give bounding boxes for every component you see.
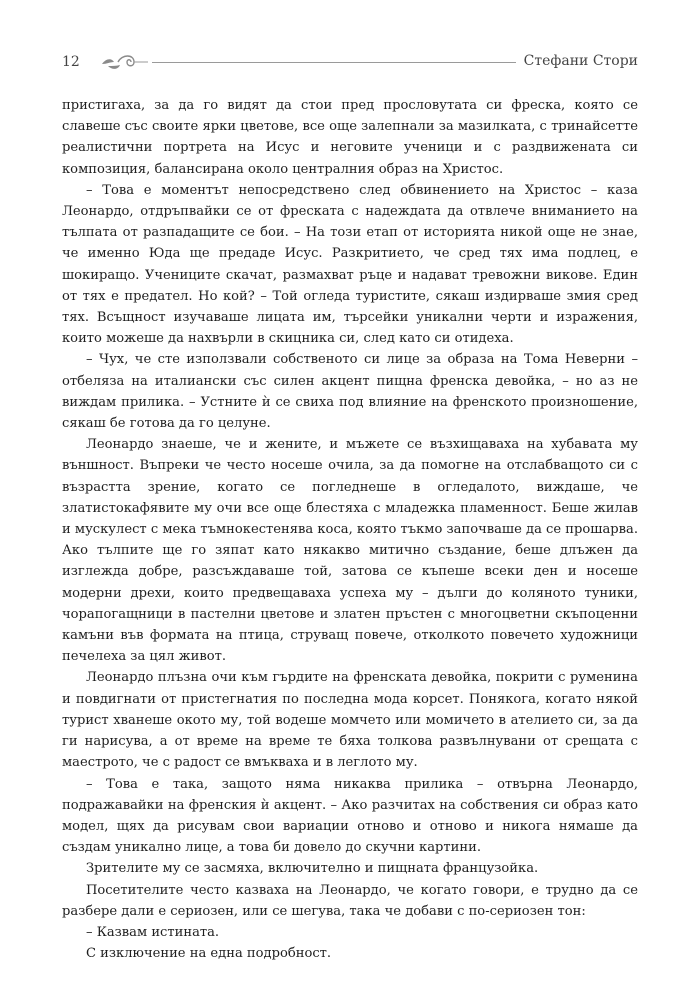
paragraph: С изключение на една подробност.: [86, 946, 332, 962]
running-title: Стефани Стори: [523, 53, 638, 69]
flourish-ornament-icon: [98, 52, 148, 72]
header-rule: [152, 62, 516, 63]
paragraph: – Казвам истината.: [86, 924, 220, 940]
paragraph: – Това е така, защото няма никаква прилика – отвърна Леонардо, подражавайки на френския ѝ акцент. – Ако разчитах на собствения си образ като модел, щях да рисувам свои вариации отново и отново и никога нямаше да създам уникално лице, а това би довело до скучни картини.: [62, 776, 638, 856]
paragraph: Леонардо плъзна очи към гърдите на френската девойка, покрити с руменина и повдигнати от пристегнатия по последна мода корсет. Понякога, когато някой турист хванеше окото му, той водеше момчето или момичето в ателието си, за да ги нарисува, а от време на време те бяха толкова развълнувани от срещата с маестрото, че с радост се вмъкваха и в леглото му.: [62, 670, 638, 771]
paragraph: – Чух, че сте използвали собственото си лице за образа на Тома Неверни – отбеляза на италиански със силен акцент пищна френска девойка, – но аз не виждам прилика. – Устните ѝ се свиха под влияние на френското произношение, сякаш бе готова да го целуне.: [62, 352, 638, 432]
paragraph: – Това е моментът непосредствено след обвинението на Христос – каза Леонардо, отдръпвайки се от фреската с надеждата да отвлече вниманието на тълпата от разпадащите се бои. – На този етап от историята никой още не знае, че именно Юда ще предаде Исус. Разкритието, че сред тях има подлец, е шокиращо. Учениците скачат, размахват ръце и надават тревожни викове. Един от тях е предател. Но кой? – Той огледа туристите, сякаш издирваше змия сред тях. Всъщност изучаваше лицата им, търсейки уникални черти и изражения, които можеше да нахвърли в скицника си, след като си отидеха.: [62, 182, 638, 347]
paragraph: Посетителите често казваха на Леонардо, че когато говори, е трудно да се разбере дали е сериозен, или се шегува, така че добави с по-сериозен тон:: [62, 882, 638, 919]
body-text: [62, 95, 638, 964]
page-header: [62, 52, 638, 72]
paragraph: пристигаха, за да го видят да стои пред прословутата си фреска, която се славеше със своите ярки цветове, все още залепнали за мазилката, с тринайсетте реалистични портрета на Исус и неговите ученици и с раздвижената си композиция, балансирана около централния образ на Христос.: [62, 98, 638, 177]
paragraph: Леонардо знаеше, че и жените, и мъжете се възхищаваха на хубавата му външност. Въпреки че често носеше очила, за да помогне на отслабващото си с възрастта зрение, когато се погледнеше в огледалото, виждаше, че златистокафявите му очи все още блестяха с младежка пламенност. Беше жилав и мускулест с мека тъмнокестенява коса, която тъкмо започваше да се прошарва. Ако тълпите ще го зяпат като някакво митично създание, беше длъжен да изглежда добре, разсъждаваше той, затова се къпеше всеки ден и носеше модерни дрехи, които предвещаваха успеха му – дълги до коляното туники, чорапогащници в пастелни цветове и златен пръстен с многоцветни скъпоценни камъни във формата на птица, струващ повече, отколкото повечето художници печелеха за цял живот.: [62, 437, 638, 665]
paragraph: Зрителите му се засмяха, включително и пищната французойка.: [86, 861, 539, 877]
page-number: 12: [62, 54, 80, 70]
